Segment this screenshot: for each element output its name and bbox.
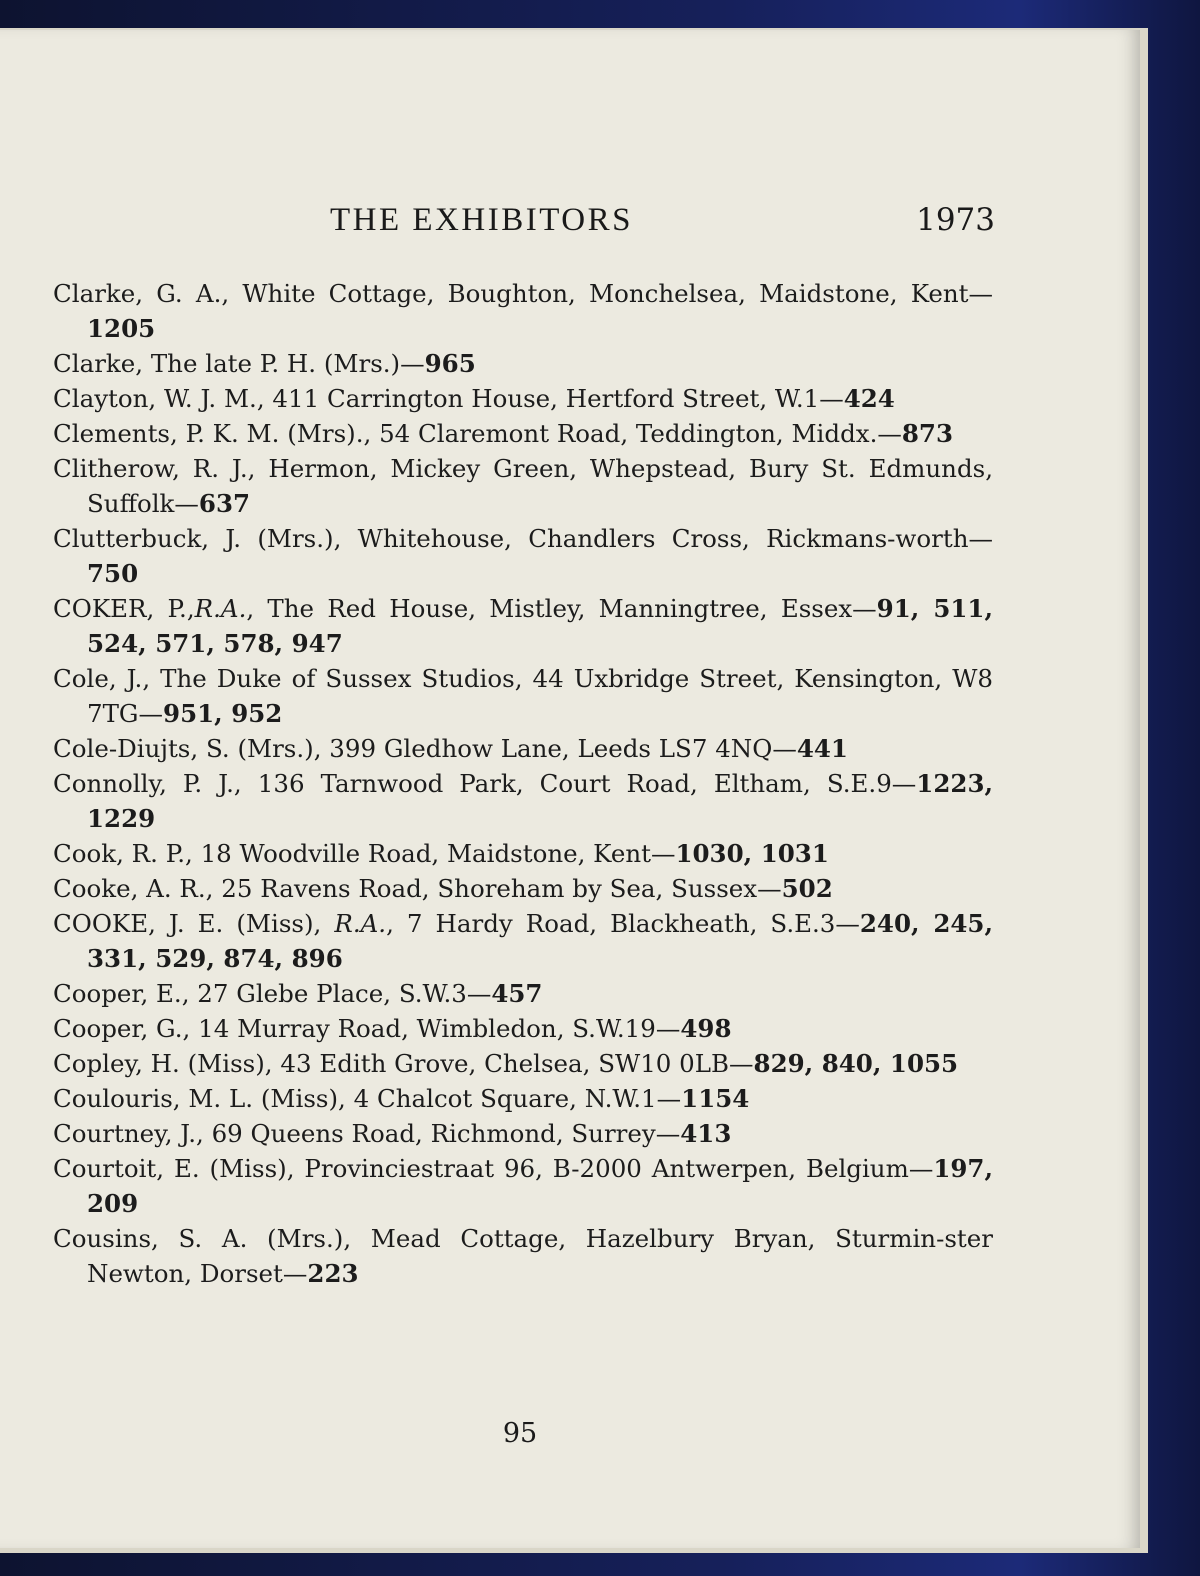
catalogue-numbers: 637: [198, 489, 251, 518]
exhibitor-address: 4 Chalcot Square, N.W.1: [345, 1084, 657, 1113]
exhibitor-entry: [53, 1081, 993, 1116]
exhibitor-name: Courtney, J.,: [53, 1119, 204, 1148]
exhibitor-address: Whitehouse, Chandlers Cross, Rickmans-worth: [341, 524, 969, 553]
exhibitor-entry: [53, 1151, 993, 1221]
header-title: THE EXHIBITORS: [330, 202, 633, 238]
catalogue-numbers: 1154: [681, 1084, 750, 1113]
exhibitor-name: Copley, H. (Miss),: [53, 1049, 273, 1078]
catalogue-separator: —: [400, 349, 425, 378]
exhibitor-address: White Cottage, Boughton, Monchelsea, Maidstone, Kent: [229, 279, 969, 308]
exhibitor-address: , 7 Hardy Road, Blackheath, S.E.3: [386, 909, 836, 938]
exhibitor-name: Cook, R. P.,: [53, 839, 193, 868]
page-number: 95: [502, 1418, 538, 1449]
exhibitor-address: The Duke of Sussex Studios, 44 Uxbridge Street, Kensington, W8 7TG: [87, 664, 993, 728]
catalogue-numbers: 1223, 1229: [87, 769, 994, 833]
exhibitor-address: 399 Gledhow Lane, Leeds LS7 4NQ: [321, 734, 773, 763]
exhibitor-address: 43 Edith Grove, Chelsea, SW10 0LB: [272, 1049, 730, 1078]
catalogue-separator: —: [968, 279, 993, 308]
catalogue-numbers: 1205: [87, 314, 156, 343]
exhibitor-name: COKER, P.,: [53, 594, 195, 623]
exhibitor-entry: [53, 1221, 993, 1291]
catalogue-numbers: 441: [796, 734, 848, 763]
exhibitor-entry: [53, 276, 993, 346]
catalogue-separator: —: [729, 1049, 754, 1078]
catalogue-numbers: 424: [843, 384, 895, 413]
catalogue-separator: —: [650, 839, 676, 868]
exhibitor-address: Hermon, Mickey Green, Whepstead, Bury St. Edmunds, Suffolk: [87, 454, 993, 518]
exhibitor-entry: [53, 381, 993, 416]
exhibitor-name: Cooper, E.,: [53, 979, 190, 1008]
exhibitor-entry: [53, 1011, 993, 1046]
catalogue-numbers: 1030, 1031: [675, 839, 829, 868]
catalogue-separator: —: [655, 1119, 681, 1148]
exhibitor-address: 27 Glebe Place, S.W.3: [189, 979, 467, 1008]
exhibitor-name: Clitherow, R. J.,: [53, 454, 256, 483]
catalogue-separator: —: [655, 1014, 681, 1043]
catalogue-numbers: 951, 952: [163, 699, 283, 728]
exhibitor-entry: [53, 731, 993, 766]
exhibitor-address: 18 Woodville Road, Maidstone, Kent: [192, 839, 651, 868]
exhibitor-entry: [53, 766, 993, 836]
exhibitor-name: Clements, P. K. M. (Mrs).,: [53, 419, 372, 448]
exhibitor-name: Clayton, W. J. M.,: [53, 384, 265, 413]
exhibitor-list: [53, 276, 993, 1291]
catalogue-numbers: 873: [901, 419, 954, 448]
catalogue-numbers: 413: [680, 1119, 732, 1148]
exhibitor-entry: [53, 346, 993, 381]
catalogue-separator: —: [174, 489, 199, 518]
header-year: 1973: [916, 202, 995, 238]
exhibitor-address: 136 Tarnwood Park, Court Road, Eltham, S.E.9: [241, 769, 892, 798]
catalogue-numbers: 457: [491, 979, 543, 1008]
exhibitor-name: Clutterbuck, J. (Mrs.),: [53, 524, 342, 553]
exhibitor-entry: [53, 906, 993, 976]
exhibitor-name: Connolly, P. J.,: [53, 769, 242, 798]
exhibitor-entry: [53, 976, 993, 1011]
catalogue-numbers: 91, 511, 524, 571, 578, 947: [87, 594, 993, 658]
exhibitor-address: 25 Ravens Road, Shoreham by Sea, Sussex: [213, 874, 758, 903]
catalogue-numbers: 829, 840, 1055: [753, 1049, 959, 1078]
catalogue-separator: —: [138, 699, 164, 728]
exhibitor-entry: [53, 1046, 993, 1081]
catalogue-separator: —: [466, 979, 492, 1008]
catalogue-separator: —: [819, 384, 844, 413]
catalogue-separator: —: [757, 874, 782, 903]
catalogue-numbers: 240, 245, 331, 529, 874, 896: [87, 909, 993, 973]
book-page: [0, 30, 1140, 1548]
exhibitor-name: Clarke, The late P. H. (Mrs.): [53, 349, 401, 378]
catalogue-separator: —: [852, 594, 877, 623]
exhibitor-entry: [53, 416, 993, 451]
catalogue-separator: —: [772, 734, 797, 763]
catalogue-separator: —: [282, 1259, 308, 1288]
catalogue-separator: —: [656, 1084, 682, 1113]
exhibitor-entry: [53, 451, 993, 521]
exhibitor-entry: [53, 661, 993, 731]
exhibitor-entry: [53, 836, 993, 871]
exhibitor-address: 54 Claremont Road, Teddington, Middx.: [371, 419, 878, 448]
exhibitor-address: 411 Carrington House, Hertford Street, W.1: [264, 384, 820, 413]
catalogue-numbers: 502: [781, 874, 833, 903]
exhibitor-name: Cousins, S. A. (Mrs.),: [53, 1224, 352, 1253]
catalogue-numbers: 197, 209: [87, 1154, 993, 1218]
catalogue-numbers: 965: [424, 349, 476, 378]
exhibitor-name: Cole, J.,: [53, 664, 151, 693]
catalogue-separator: —: [877, 419, 902, 448]
catalogue-separator: —: [968, 524, 993, 553]
exhibitor-address: Provinciestraat 96, B-2000 Antwerpen, Belgium: [294, 1154, 909, 1183]
running-header: [330, 202, 995, 242]
catalogue-numbers: 750: [87, 559, 139, 588]
exhibitor-name: Cooper, G.,: [53, 1014, 191, 1043]
exhibitor-entry: [53, 1116, 993, 1151]
catalogue-numbers: 498: [680, 1014, 732, 1043]
exhibitor-name: Cooke, A. R.,: [53, 874, 214, 903]
exhibitor-address: , The Red House, Mistley, Manningtree, Essex: [246, 594, 853, 623]
exhibitor-entry: [53, 871, 993, 906]
exhibitor-name: Coulouris, M. L. (Miss),: [53, 1084, 346, 1113]
catalogue-numbers: 223: [307, 1259, 359, 1288]
catalogue-separator: —: [835, 909, 860, 938]
catalogue-separator: —: [891, 769, 917, 798]
exhibitor-qualification: R.A.: [321, 909, 387, 938]
exhibitor-name: COOKE, J. E. (Miss),: [53, 909, 322, 938]
exhibitor-name: Courtoit, E. (Miss),: [53, 1154, 295, 1183]
exhibitor-address: Mead Cottage, Hazelbury Bryan, Sturmin-ster Newton, Dorset: [87, 1224, 993, 1288]
exhibitor-entry: [53, 591, 993, 661]
exhibitor-entry: [53, 521, 993, 591]
exhibitor-address: 14 Murray Road, Wimbledon, S.W.19: [190, 1014, 656, 1043]
exhibitor-qualification: R.A.: [194, 594, 247, 623]
catalogue-separator: —: [908, 1154, 934, 1183]
exhibitor-address: 69 Queens Road, Richmond, Surrey: [203, 1119, 656, 1148]
exhibitor-name: Clarke, G. A.,: [53, 279, 230, 308]
exhibitor-name: Cole-Diujts, S. (Mrs.),: [53, 734, 322, 763]
